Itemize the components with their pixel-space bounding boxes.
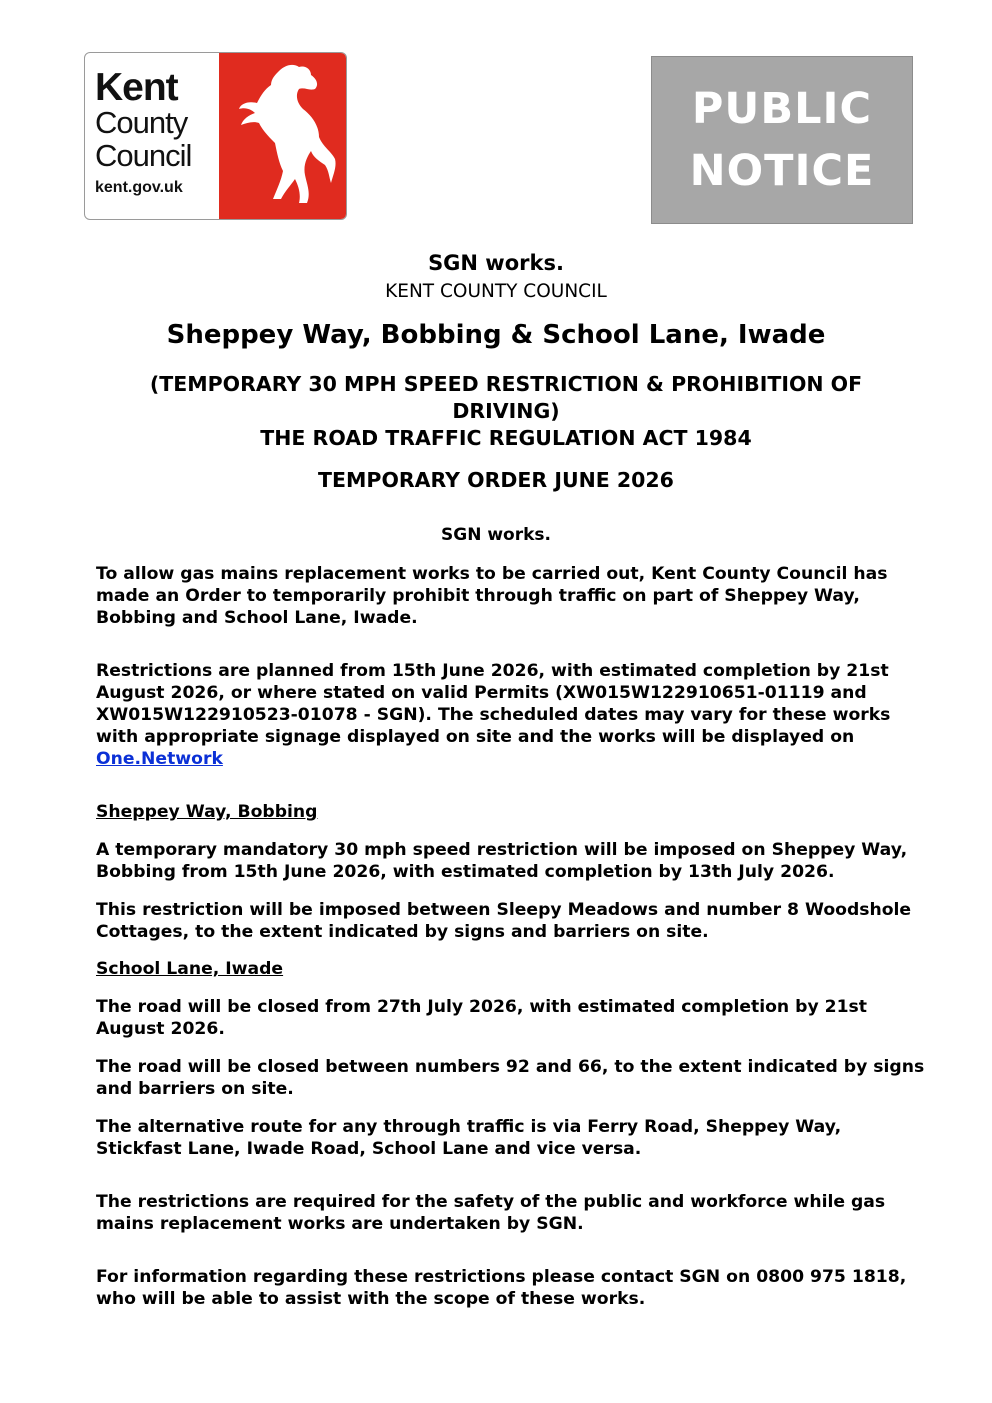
reason-paragraph: The restrictions are required for the safety of the public and workforce while gas mains replacement works are undertaken by SGN.: [96, 1192, 886, 1234]
contact-paragraph: For information regarding these restrictions please contact SGN on 0800 975 1818, who will be able to assist with the scope of these works.: [96, 1267, 907, 1309]
logo-wordmark: [95, 66, 219, 198]
logo-line-3: Council: [95, 138, 192, 173]
badge-line-1: PUBLIC: [691, 84, 873, 134]
order-heading: [100, 371, 912, 452]
school-lane-closure-paragraph: The road will be closed from 27th July 2026, with estimated completion by 21st August 2026.: [96, 997, 867, 1039]
invicta-horse-icon: [219, 53, 347, 220]
logo-url: kent.gov.uk: [95, 179, 183, 196]
alternative-route-paragraph: The alternative route for any through traffic is via Ferry Road, Sheppey Way, Stickfast Lane, Iwade Road, School Lane and vice versa.: [96, 1117, 842, 1159]
sheppey-way-extent-paragraph: This restriction will be imposed between Sleepy Meadows and number 8 Woodshole Cottages, to the extent indicated by signs and barriers on site.: [96, 900, 912, 942]
council-name: KENT COUNTY COUNCIL: [385, 281, 607, 302]
section-heading-school-lane: School Lane, Iwade: [96, 959, 284, 979]
intro-paragraph: To allow gas mains replacement works to be carried out, Kent County Council has made an Order to temporarily prohibit through traffic on part of Sheppey Way, Bobbing and School Lane, Iwade.: [96, 564, 888, 628]
order-name: TEMPORARY ORDER JUNE 2026: [318, 468, 674, 492]
dates-text: Restrictions are planned from 15th June 2026, with estimated completion by 21st August 2026, or where stated on valid Permits (XW015W122910651-01119 and XW015W122910523-01078 - SGN). The scheduled dates may vary for these works with appropriate signage displayed on site and the works will be displayed on: [96, 661, 891, 747]
intro-title: SGN works.: [441, 525, 551, 545]
restriction-type: (TEMPORARY 30 MPH SPEED RESTRICTION & PROHIBITION OF DRIVING): [149, 372, 863, 423]
logo-line-1: Kent: [95, 66, 178, 109]
location-title: Sheppey Way, Bobbing & School Lane, Iwade: [166, 320, 826, 350]
school-lane-extent-paragraph: The road will be closed between numbers 92 and 66, to the extent indicated by signs and barriers on site.: [96, 1057, 925, 1099]
dates-paragraph: [96, 660, 932, 770]
works-title: SGN works.: [428, 251, 564, 275]
logo-line-2: County: [95, 105, 188, 140]
sheppey-way-speed-paragraph: A temporary mandatory 30 mph speed restriction will be imposed on Sheppey Way, Bobbing from 15th June 2026, with estimated completion by 13th July 2026.: [96, 840, 908, 882]
one-network-link[interactable]: One.Network: [96, 749, 223, 769]
public-notice-badge: [651, 56, 913, 224]
badge-line-2: NOTICE: [689, 146, 875, 196]
legislation-act: THE ROAD TRAFFIC REGULATION ACT 1984: [260, 426, 752, 450]
kent-county-council-logo: [84, 52, 347, 220]
section-heading-sheppey-way: Sheppey Way, Bobbing: [96, 802, 318, 822]
